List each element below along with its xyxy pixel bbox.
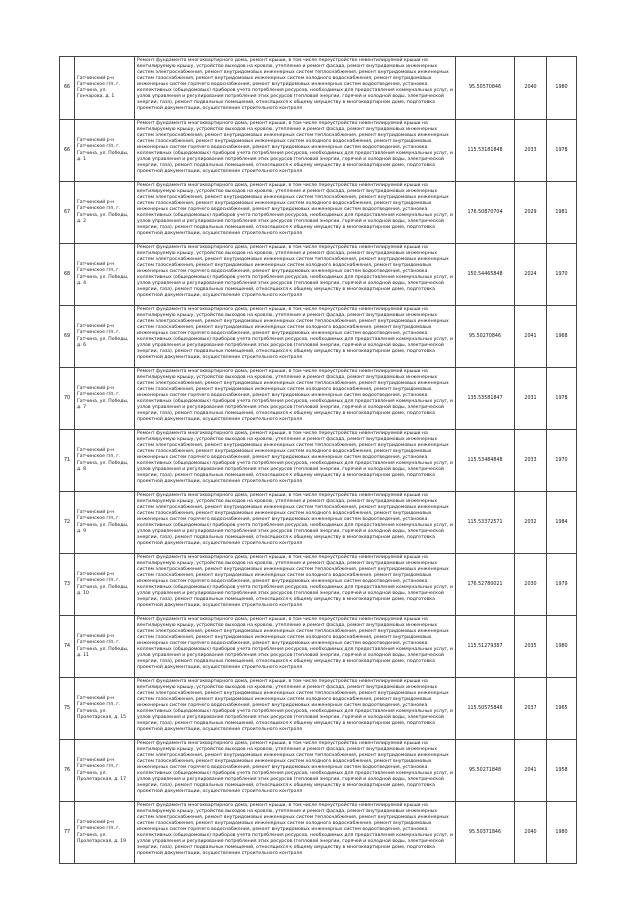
row-plan-year: 2030	[515, 554, 547, 616]
table-row	[60, 306, 577, 368]
row-built-year: 1965	[547, 678, 577, 740]
row-works-description: Ремонт фундамента многоквартирного дома, ремонт крыши, в том числе переустройство невентилируемой крыши на вентилируемую крышу, устройство выходов на кровлю, утепление и ремонт фасада, ремонт внутридомовых инженерных систем электроснабжения, ремонт внутридомовых инженерных систем теплоснабжения, ремонт внутридомовых инженерных систем газоснабжения, ремонт внутридомовых инженерных систем холодного водоснабжения, ремонт внутридомовых инженерных систем горячего водоснабжения, ремонт внутридомовых инженерных систем водоотведения, установка коллективных (общедомовых) приборов учета потребления ресурсов, необходимых для предоставления коммунальных услуг, и узлов управления и регулирования потребления этих ресурсов (тепловой энергии, горячей и холодной воды, электрической энергии, газа), ремонт подвальных помещений, относящихся к общему имуществу в многоквартирном доме, подготовка проектной документации, осуществление строительного контроля	[135, 120, 456, 182]
row-built-year: 1978	[547, 368, 577, 430]
row-address: Гатчинский р-н Гатчинское г/п, г. Гатчина, ул. Пролетарская, д. 17	[75, 740, 135, 802]
row-works-description: Ремонт фундамента многоквартирного дома, ремонт крыши, в том числе переустройство невентилируемой крыши на вентилируемую крышу, устройство выходов на кровлю, утепление и ремонт фасада, ремонт внутридомовых инженерных систем электроснабжения, ремонт внутридомовых инженерных систем теплоснабжения, ремонт внутридомовых инженерных систем газоснабжения, ремонт внутридомовых инженерных систем холодного водоснабжения, ремонт внутридомовых инженерных систем горячего водоснабжения, ремонт внутридомовых инженерных систем водоотведения, установка коллективных (общедомовых) приборов учета потребления ресурсов, необходимых для предоставления коммунальных услуг, и узлов управления и регулирования потребления этих ресурсов (тепловой энергии, горячей и холодной воды, электрической энергии, газа), ремонт подвальных помещений, относящихся к общему имуществу в многоквартирном доме, подготовка проектной документации, осуществление строительного контроля	[135, 244, 456, 306]
row-address: Гатчинский р-н Гатчинское г/п, г. Гатчина, ул. Пролетарская, д. 19	[75, 802, 135, 864]
table-row	[60, 244, 577, 306]
row-plan-year: 2040	[515, 802, 547, 864]
row-area-value: 135.53581847	[456, 368, 515, 430]
row-number: 66	[60, 120, 75, 182]
row-area-value: 150.54465848	[456, 244, 515, 306]
row-built-year: 1984	[547, 492, 577, 554]
row-works-description: Ремонт фундамента многоквартирного дома, ремонт крыши, в том числе переустройство невентилируемой крыши на вентилируемую крышу, устройство выходов на кровлю, утепление и ремонт фасада, ремонт внутридомовых инженерных систем электроснабжения, ремонт внутридомовых инженерных систем теплоснабжения, ремонт внутридомовых инженерных систем газоснабжения, ремонт внутридомовых инженерных систем холодного водоснабжения, ремонт внутридомовых инженерных систем горячего водоснабжения, ремонт внутридомовых инженерных систем водоотведения, установка коллективных (общедомовых) приборов учета потребления ресурсов, необходимых для предоставления коммунальных услуг, и узлов управления и регулирования потребления этих ресурсов (тепловой энергии, горячей и холодной воды, электрической энергии, газа), ремонт подвальных помещений, относящихся к общему имуществу в многоквартирном доме, подготовка проектной документации, осуществление строительного контроля	[135, 802, 456, 864]
document-sheet	[59, 56, 576, 864]
row-works-description: Ремонт фундамента многоквартирного дома, ремонт крыши, в том числе переустройство невентилируемой крыши на вентилируемую крышу, устройство выходов на кровлю, утепление и ремонт фасада, ремонт внутридомовых инженерных систем электроснабжения, ремонт внутридомовых инженерных систем теплоснабжения, ремонт внутридомовых инженерных систем газоснабжения, ремонт внутридомовых инженерных систем холодного водоснабжения, ремонт внутридомовых инженерных систем горячего водоснабжения, ремонт внутридомовых инженерных систем водоотведения, установка коллективных (общедомовых) приборов учета потребления ресурсов, необходимых для предоставления коммунальных услуг, и узлов управления и регулирования потребления этих ресурсов (тепловой энергии, горячей и холодной воды, электрической энергии, газа), ремонт подвальных помещений, относящихся к общему имуществу в многоквартирном доме, подготовка проектной документации, осуществление строительного контроля	[135, 678, 456, 740]
row-address: Гатчинский р-н Гатчинское г/п, г. Гатчина, ул. Победы, д. 10	[75, 554, 135, 616]
table-row	[60, 802, 577, 864]
row-built-year: 1970	[547, 244, 577, 306]
capital-repair-table	[59, 56, 577, 864]
row-address: Гатчинский р-н Гатчинское г/п, г. Гатчина, ул. Победы, д. 1	[75, 120, 135, 182]
row-works-description: Ремонт фундамента многоквартирного дома, ремонт крыши, в том числе переустройство невентилируемой крыши на вентилируемую крышу, устройство выходов на кровлю, утепление и ремонт фасада, ремонт внутридомовых инженерных систем электроснабжения, ремонт внутридомовых инженерных систем теплоснабжения, ремонт внутридомовых инженерных систем газоснабжения, ремонт внутридомовых инженерных систем холодного водоснабжения, ремонт внутридомовых инженерных систем горячего водоснабжения, ремонт внутридомовых инженерных систем водоотведения, установка коллективных (общедомовых) приборов учета потребления ресурсов, необходимых для предоставления коммунальных услуг, и узлов управления и регулирования потребления этих ресурсов (тепловой энергии, горячей и холодной воды, электрической энергии, газа), ремонт подвальных помещений, относящихся к общему имуществу в многоквартирном доме, подготовка проектной документации, осуществление строительного контроля	[135, 740, 456, 802]
row-area-value: 95.50271848	[456, 740, 515, 802]
row-number: 71	[60, 430, 75, 492]
table-row	[60, 616, 577, 678]
row-area-value: 95.50371846	[456, 802, 515, 864]
row-built-year: 1980	[547, 616, 577, 678]
row-address: Гатчинский р-н Гатчинское г/п, г. Гатчина, ул. Победы, д. 8	[75, 430, 135, 492]
row-address: Гатчинский р-н Гатчинское г/п, г. Гатчина, ул. Победы, д. 6	[75, 306, 135, 368]
row-plan-year: 2033	[515, 430, 547, 492]
row-area-value: 115.53372571	[456, 492, 515, 554]
row-address: Гатчинский р-н Гатчинское г/п, г. Гатчина, ул. Гончарова, д. 1	[75, 57, 135, 120]
row-works-description: Ремонт фундамента многоквартирного дома, ремонт крыши, в том числе переустройство невентилируемой крыши на вентилируемую крышу, устройство выходов на кровлю, утепление и ремонт фасада, ремонт внутридомовых инженерных систем электроснабжения, ремонт внутридомовых инженерных систем теплоснабжения, ремонт внутридомовых инженерных систем газоснабжения, ремонт внутридомовых инженерных систем холодного водоснабжения, ремонт внутридомовых инженерных систем горячего водоснабжения, ремонт внутридомовых инженерных систем водоотведения, установка коллективных (общедомовых) приборов учета потребления ресурсов, необходимых для предоставления коммунальных услуг, и узлов управления и регулирования потребления этих ресурсов (тепловой энергии, горячей и холодной воды, электрической энергии, газа), ремонт подвальных помещений, относящихся к общему имуществу в многоквартирном доме, подготовка проектной документации, осуществление строительного контроля	[135, 57, 456, 120]
row-address: Гатчинский р-н Гатчинское г/п, г. Гатчина, ул. Победы, д. 4	[75, 244, 135, 306]
row-built-year: 1979	[547, 554, 577, 616]
row-plan-year: 2040	[515, 57, 547, 120]
row-number: 76	[60, 740, 75, 802]
row-works-description: Ремонт фундамента многоквартирного дома, ремонт крыши, в том числе переустройство невентилируемой крыши на вентилируемую крышу, устройство выходов на кровлю, утепление и ремонт фасада, ремонт внутридомовых инженерных систем электроснабжения, ремонт внутридомовых инженерных систем теплоснабжения, ремонт внутридомовых инженерных систем газоснабжения, ремонт внутридомовых инженерных систем холодного водоснабжения, ремонт внутридомовых инженерных систем горячего водоснабжения, ремонт внутридомовых инженерных систем водоотведения, установка коллективных (общедомовых) приборов учета потребления ресурсов, необходимых для предоставления коммунальных услуг, и узлов управления и регулирования потребления этих ресурсов (тепловой энергии, горячей и холодной воды, электрической энергии, газа), ремонт подвальных помещений, относящихся к общему имуществу в многоквартирном доме, подготовка проектной документации, осуществление строительного контроля	[135, 430, 456, 492]
row-plan-year: 2029	[515, 182, 547, 244]
row-works-description: Ремонт фундамента многоквартирного дома, ремонт крыши, в том числе переустройство невентилируемой крыши на вентилируемую крышу, устройство выходов на кровлю, утепление и ремонт фасада, ремонт внутридомовых инженерных систем электроснабжения, ремонт внутридомовых инженерных систем теплоснабжения, ремонт внутридомовых инженерных систем газоснабжения, ремонт внутридомовых инженерных систем холодного водоснабжения, ремонт внутридомовых инженерных систем горячего водоснабжения, ремонт внутридомовых инженерных систем водоотведения, установка коллективных (общедомовых) приборов учета потребления ресурсов, необходимых для предоставления коммунальных услуг, и узлов управления и регулирования потребления этих ресурсов (тепловой энергии, горячей и холодной воды, электрической энергии, газа), ремонт подвальных помещений, относящихся к общему имуществу в многоквартирном доме, подготовка проектной документации, осуществление строительного контроля	[135, 554, 456, 616]
row-plan-year: 2035	[515, 616, 547, 678]
table-row	[60, 554, 577, 616]
row-area-value: 115.50575846	[456, 678, 515, 740]
row-address: Гатчинский р-н Гатчинское г/п, г. Гатчина, ул. Победы, д. 11	[75, 616, 135, 678]
row-number: 72	[60, 492, 75, 554]
row-area-value: 115.53181848	[456, 120, 515, 182]
row-built-year: 1981	[547, 182, 577, 244]
row-number: 70	[60, 368, 75, 430]
row-built-year: 1980	[547, 57, 577, 120]
row-address: Гатчинский р-н Гатчинское г/п, г. Гатчина, ул. Победы, д. 9	[75, 492, 135, 554]
row-plan-year: 2037	[515, 678, 547, 740]
row-number: 74	[60, 616, 75, 678]
row-address: Гатчинский р-н Гатчинское г/п, г. Гатчина, ул. Победы, д. 2	[75, 182, 135, 244]
table-row	[60, 740, 577, 802]
table-row	[60, 57, 577, 120]
row-number: 75	[60, 678, 75, 740]
row-plan-year: 2032	[515, 492, 547, 554]
row-area-value: 176.52780021	[456, 554, 515, 616]
row-number: 68	[60, 244, 75, 306]
row-address: Гатчинский р-н Гатчинское г/п, г. Гатчина, ул. Пролетарская, д. 15	[75, 678, 135, 740]
row-works-description: Ремонт фундамента многоквартирного дома, ремонт крыши, в том числе переустройство невентилируемой крыши на вентилируемую крышу, устройство выходов на кровлю, утепление и ремонт фасада, ремонт внутридомовых инженерных систем электроснабжения, ремонт внутридомовых инженерных систем теплоснабжения, ремонт внутридомовых инженерных систем газоснабжения, ремонт внутридомовых инженерных систем холодного водоснабжения, ремонт внутридомовых инженерных систем горячего водоснабжения, ремонт внутридомовых инженерных систем водоотведения, установка коллективных (общедомовых) приборов учета потребления ресурсов, необходимых для предоставления коммунальных услуг, и узлов управления и регулирования потребления этих ресурсов (тепловой энергии, горячей и холодной воды, электрической энергии, газа), ремонт подвальных помещений, относящихся к общему имуществу в многоквартирном доме, подготовка проектной документации, осуществление строительного контроля	[135, 306, 456, 368]
row-area-value: 115.51279387	[456, 616, 515, 678]
row-number: 77	[60, 802, 75, 864]
row-area-value: 95.50570846	[456, 57, 515, 120]
row-number: 69	[60, 306, 75, 368]
row-built-year: 1980	[547, 802, 577, 864]
table-row	[60, 492, 577, 554]
row-plan-year: 2041	[515, 740, 547, 802]
row-plan-year: 2033	[515, 120, 547, 182]
row-number: 73	[60, 554, 75, 616]
row-built-year: 1958	[547, 740, 577, 802]
row-works-description: Ремонт фундамента многоквартирного дома, ремонт крыши, в том числе переустройство невентилируемой крыши на вентилируемую крышу, устройство выходов на кровлю, утепление и ремонт фасада, ремонт внутридомовых инженерных систем электроснабжения, ремонт внутридомовых инженерных систем теплоснабжения, ремонт внутридомовых инженерных систем газоснабжения, ремонт внутридомовых инженерных систем холодного водоснабжения, ремонт внутридомовых инженерных систем горячего водоснабжения, ремонт внутридомовых инженерных систем водоотведения, установка коллективных (общедомовых) приборов учета потребления ресурсов, необходимых для предоставления коммунальных услуг, и узлов управления и регулирования потребления этих ресурсов (тепловой энергии, горячей и холодной воды, электрической энергии, газа), ремонт подвальных помещений, относящихся к общему имуществу в многоквартирном доме, подготовка проектной документации, осуществление строительного контроля	[135, 368, 456, 430]
row-built-year: 1968	[547, 306, 577, 368]
table-row	[60, 368, 577, 430]
table-row	[60, 678, 577, 740]
table-row	[60, 120, 577, 182]
row-area-value: 115.53484848	[456, 430, 515, 492]
row-works-description: Ремонт фундамента многоквартирного дома, ремонт крыши, в том числе переустройство невентилируемой крыши на вентилируемую крышу, устройство выходов на кровлю, утепление и ремонт фасада, ремонт внутридомовых инженерных систем электроснабжения, ремонт внутридомовых инженерных систем теплоснабжения, ремонт внутридомовых инженерных систем газоснабжения, ремонт внутридомовых инженерных систем холодного водоснабжения, ремонт внутридомовых инженерных систем горячего водоснабжения, ремонт внутридомовых инженерных систем водоотведения, установка коллективных (общедомовых) приборов учета потребления ресурсов, необходимых для предоставления коммунальных услуг, и узлов управления и регулирования потребления этих ресурсов (тепловой энергии, горячей и холодной воды, электрической энергии, газа), ремонт подвальных помещений, относящихся к общему имуществу в многоквартирном доме, подготовка проектной документации, осуществление строительного контроля	[135, 616, 456, 678]
row-works-description: Ремонт фундамента многоквартирного дома, ремонт крыши, в том числе переустройство невентилируемой крыши на вентилируемую крышу, устройство выходов на кровлю, утепление и ремонт фасада, ремонт внутридомовых инженерных систем электроснабжения, ремонт внутридомовых инженерных систем теплоснабжения, ремонт внутридомовых инженерных систем газоснабжения, ремонт внутридомовых инженерных систем холодного водоснабжения, ремонт внутридомовых инженерных систем горячего водоснабжения, ремонт внутридомовых инженерных систем водоотведения, установка коллективных (общедомовых) приборов учета потребления ресурсов, необходимых для предоставления коммунальных услуг, и узлов управления и регулирования потребления этих ресурсов (тепловой энергии, горячей и холодной воды, электрической энергии, газа), ремонт подвальных помещений, относящихся к общему имуществу в многоквартирном доме, подготовка проектной документации, осуществление строительного контроля	[135, 182, 456, 244]
row-built-year: 1970	[547, 430, 577, 492]
table-row	[60, 182, 577, 244]
row-built-year: 1978	[547, 120, 577, 182]
row-number: 67	[60, 182, 75, 244]
row-address: Гатчинский р-н Гатчинское г/п, г. Гатчина, ул. Победы, д. 7	[75, 368, 135, 430]
row-plan-year: 2041	[515, 306, 547, 368]
row-area-value: 176.50870704	[456, 182, 515, 244]
row-plan-year: 2024	[515, 244, 547, 306]
row-plan-year: 2031	[515, 368, 547, 430]
row-works-description: Ремонт фундамента многоквартирного дома, ремонт крыши, в том числе переустройство невентилируемой крыши на вентилируемую крышу, устройство выходов на кровлю, утепление и ремонт фасада, ремонт внутридомовых инженерных систем электроснабжения, ремонт внутридомовых инженерных систем теплоснабжения, ремонт внутридомовых инженерных систем газоснабжения, ремонт внутридомовых инженерных систем холодного водоснабжения, ремонт внутридомовых инженерных систем горячего водоснабжения, ремонт внутридомовых инженерных систем водоотведения, установка коллективных (общедомовых) приборов учета потребления ресурсов, необходимых для предоставления коммунальных услуг, и узлов управления и регулирования потребления этих ресурсов (тепловой энергии, горячей и холодной воды, электрической энергии, газа), ремонт подвальных помещений, относящихся к общему имуществу в многоквартирном доме, подготовка проектной документации, осуществление строительного контроля	[135, 492, 456, 554]
row-area-value: 95.50270846	[456, 306, 515, 368]
row-number: 66	[60, 57, 75, 120]
table-row	[60, 430, 577, 492]
